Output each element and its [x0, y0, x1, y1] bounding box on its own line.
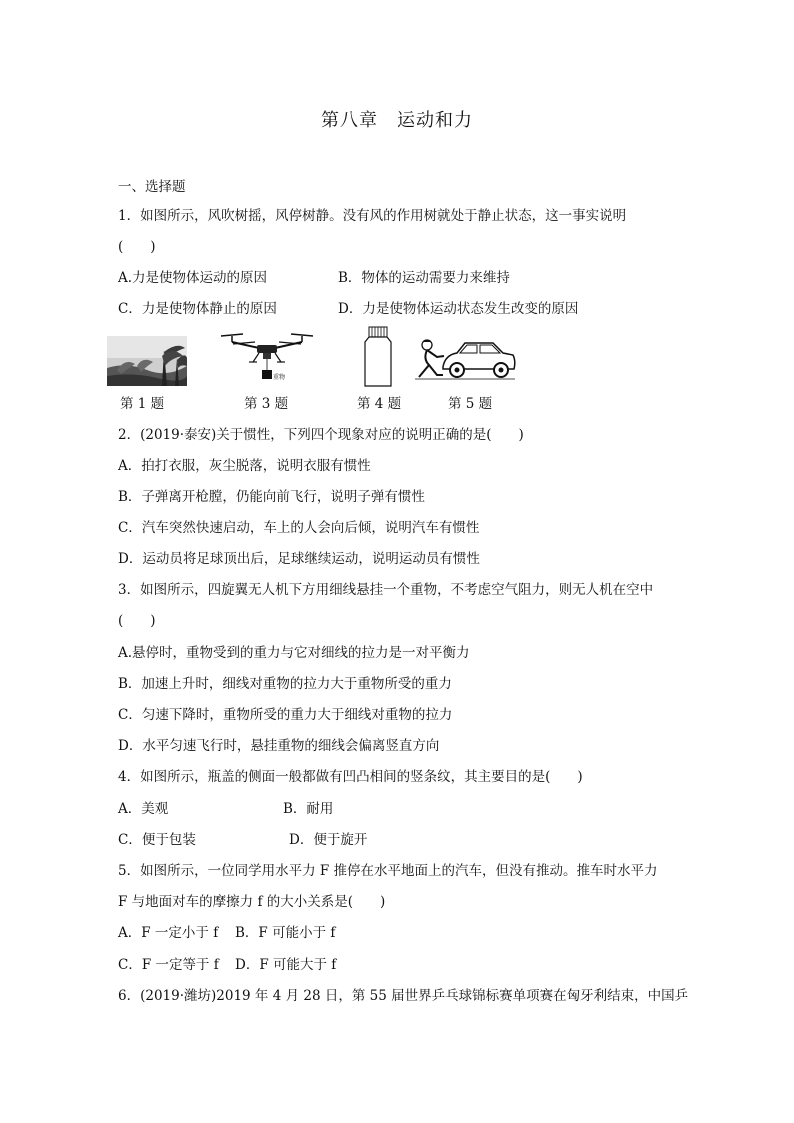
q6-stem: 6．(2019·潍坊)2019 年 4 月 28 日，第 55 届世界乒乓球锦标赛单项赛在匈牙利结束，中国乒	[118, 988, 689, 1004]
q4-stem: 4．如图所示，瓶盖的侧面一般都做有凹凸相间的竖条纹，其主要目的是( )	[118, 769, 583, 785]
q5-stem-continued: F 与地面对车的摩擦力 f 的大小关系是( )	[118, 894, 386, 910]
q1-option-c: C．力是使物体静止的原因	[118, 301, 277, 317]
q5-option-d: D．F 可能大于 f	[235, 957, 337, 973]
q4-option-a: A．美观	[118, 801, 169, 817]
q1-option-d: D．力是使物体运动状态发生改变的原因	[338, 301, 579, 317]
pushing-car-figure	[413, 337, 517, 383]
q2-stem: 2．(2019·泰安)关于惯性，下列四个现象对应的说明正确的是( )	[118, 427, 524, 443]
q1-paren: ( )	[118, 239, 156, 255]
q3-paren: ( )	[118, 613, 156, 629]
q4-option-d: D．便于旋开	[289, 832, 368, 848]
q5-option-a: A．F 一定小于 f	[118, 925, 219, 941]
figure-caption-3: 第 3 题	[244, 396, 289, 412]
figure-caption-1: 第 1 题	[120, 396, 165, 412]
q4-option-c: C．便于包装	[118, 832, 196, 848]
q2-option-d: D．运动员将足球顶出后，足球继续运动，说明运动员有惯性	[118, 551, 480, 567]
figure-caption-4: 第 4 题	[357, 396, 402, 412]
figure-caption-5: 第 5 题	[448, 396, 493, 412]
q2-option-c: C．汽车突然快速启动，车上的人会向后倾，说明汽车有惯性	[118, 520, 480, 536]
q3-stem: 3．如图所示，四旋翼无人机下方用细线悬挂一个重物，不考虑空气阻力，则无人机在空中	[118, 582, 654, 598]
section-heading: 一、选择题	[118, 179, 186, 195]
page-title: 第八章 运动和力	[321, 110, 473, 131]
q5-stem: 5．如图所示，一位同学用水平力 F 推停在水平地面上的汽车，但没有推动。推车时水平力	[118, 863, 658, 879]
q3-option-b: B．加速上升时，细线对重物的拉力大于重物所受的重力	[118, 676, 452, 692]
q3-option-c: C．匀速下降时，重物所受的重力大于细线对重物的拉力	[118, 707, 453, 723]
q2-option-a: A．拍打衣服，灰尘脱落，说明衣服有惯性	[118, 458, 371, 474]
q1-option-a: A.力是使物体运动的原因	[118, 270, 268, 286]
bottle-figure	[362, 326, 394, 388]
q3-option-d: D．水平匀速飞行时，悬挂重物的细线会偏离竖直方向	[118, 738, 440, 754]
tree-wind-figure	[107, 336, 187, 386]
q5-option-c: C．F 一定等于 f	[118, 957, 219, 973]
q5-option-b: B．F 可能小于 f	[235, 925, 336, 941]
drone-weight-label: 重物	[273, 374, 286, 381]
drone-figure	[219, 330, 315, 386]
q2-option-b: B．子弹离开枪膛，仍能向前飞行，说明子弹有惯性	[118, 489, 425, 505]
q4-option-b: B．耐用	[283, 801, 334, 817]
q1-stem: 1．如图所示，风吹树摇，风停树静。没有风的作用树就处于静止状态，这一事实说明	[118, 208, 627, 224]
q3-option-a: A.悬停时，重物受到的重力与它对细线的拉力是一对平衡力	[118, 645, 470, 661]
q1-option-b: B．物体的运动需要力来维持	[338, 270, 510, 286]
